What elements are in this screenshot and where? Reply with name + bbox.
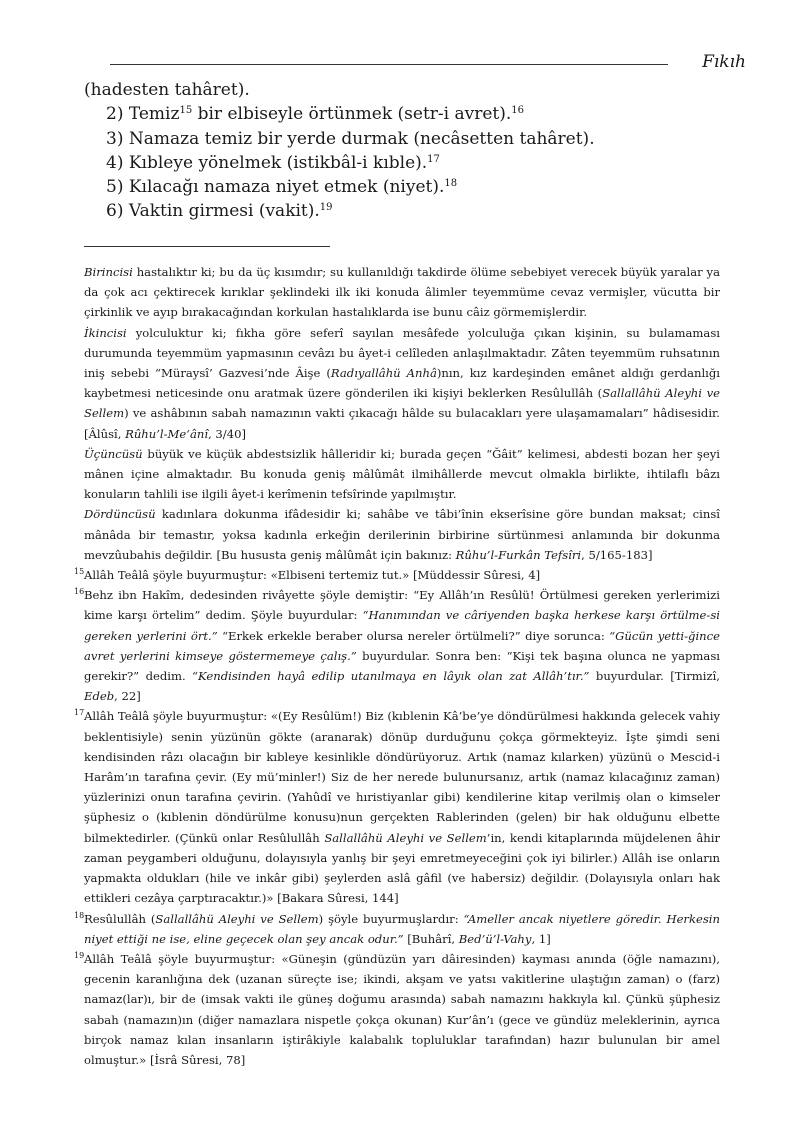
condition-item-5 <box>84 175 724 199</box>
condition-item-6 <box>84 199 724 223</box>
item-text: 2) Temiz <box>106 104 180 125</box>
footnote-text: buyurdular. Sonra ben: “Kişi tek başına olunca ne yapması gerekir?” dedim. <box>84 648 720 684</box>
footnote-number: 18 <box>74 910 85 920</box>
footnote-18 <box>74 909 720 949</box>
footnote-text: ’in, kendi kitaplarında müjdelenen âhir zaman peygamberi olduğunu, dolayısıyla yanlış bir şeyi emretmeyeceğini çok iyi bilirler.) Allâh ise onların yapmakta oldukları (hile ve inkâr gibi) şeylerden aslâ gâfil (ve habersiz) değildir. (Dolayısıyla onları hak ettikleri cezâya çarptıracaktır.)» [Bakara Sûresi, 144] <box>84 830 720 906</box>
footnote-number: 16 <box>74 587 85 597</box>
header-rule <box>110 64 668 65</box>
footnote-quote: “Hanımından ve câriyenden başka herkese karşı örtülme-si gereken yerlerini ört.” <box>84 608 720 643</box>
footnote-italic: Sallallâhü Aleyhi ve Sellem <box>155 911 319 926</box>
note-term: Üçüncüsü <box>84 446 143 461</box>
note-text: ) ve ashâbının sabah namazının vakti çıkacağı hâlde su bulacakları yere ulaşamamaları” hâdisesidir. [Âlûsî, <box>84 406 720 441</box>
condition-item-2 <box>84 102 724 126</box>
continued-note-first <box>84 262 720 323</box>
note-text: yolculuktur ki; fıkha göre seferî sayılan mesâfede yolculuğa çıkan kişinin, su bulamaması durumunda teyemmüm yapmasının cevâzı bu âyet-i celîleden anlaşılmaktadır. Zâten teyemmüm ruhsatının iniş sebebi “Müraysî’ Gazvesi’nde Âişe ( <box>84 325 720 381</box>
footnote-text: Resûlullâh ( <box>84 911 156 926</box>
footnote-ref-16: 16 <box>511 105 525 117</box>
footnote-italic: Sallallâhü Aleyhi ve Sellem <box>324 830 487 845</box>
item-text: 6) Vaktin girmesi (vakit). <box>106 201 320 222</box>
note-italic: Rûhu’l-Furkân Tefsîri <box>455 547 582 562</box>
note-text: hastalıktır ki; bu da üç kısımdır; su kullanıldığı takdirde ölüme sebebiyet verecek büyük yaralar ya da çok acı çektirecek kırıklar şeklindeki ilk iki konuda âlimler teyemmüme cevaz vermişler, vücutta bir çirkinlik ve ayıp bırakacağından korkulan hastalıklarda ise bunu câiz görmemişlerdir. <box>84 265 720 320</box>
footnote-ref-15: 15 <box>179 105 193 117</box>
footnote-ref-17: 17 <box>427 153 440 165</box>
continued-note-fourth <box>84 504 720 565</box>
footnote-quote: “Gücün yetti-ğince avret yerlerini kimseye göstermemeye çalış.” <box>84 628 720 663</box>
item-text: 4) Kıbleye yönelmek (istikbâl-i kıble). <box>106 152 428 173</box>
footnote-text: [Buhârî, <box>403 931 459 946</box>
note-text: kadınlara dokunma ifâdesidir ki; sahâbe ve tâbi’înin ekserîsine göre bundan maksat; cinsî mânâda bir temastır, yoksa kadınla erkeğin derilerinin birbirine sürtünmesi anlamında bir dokunma mevzûubahis değildir. [Bu hususta geniş mâlûmât için bakınız: <box>84 507 720 562</box>
footnote-ref-19: 19 <box>319 202 333 214</box>
footnote-text: , 22] <box>114 689 141 704</box>
footnote-19 <box>74 949 720 1070</box>
note-term: Birincisi <box>84 265 133 279</box>
footnote-text: Behz ibn Hakîm, dedesinden rivâyette şöyle demiştir: “Ey Allâh’ın Resûlü! Örtülmesi gereken yerlerimizi kime karşı örtelim” dedim. Şöyle buyurdular: <box>84 588 720 623</box>
main-text <box>84 78 724 224</box>
note-text: büyük ve küçük abdestsizlik hâlleridir ki; burada geçen “Ğâit” kelimesi, abdesti bozan her şeyi mânen içine almaktadır. Bu konuda geniş mâlûmât ilmihâllerde mevcut olmakla birlikte, ihtilaflı bâzı konuların tahlili ise ilgili âyet-i kerîmenin tefsîrinde yapılmıştır. <box>84 446 720 502</box>
footnote-text: Allâh Teâlâ şöyle buyurmuştur: «Güneşin (gündüzün yarı dâiresinden) kayması anında (öğle namazını), gecenin karanlığına dek (uzanan süreçte ise; ikindi, akşam ve yatsı vakitlerine ulaştığın zaman) o (farz) namaz(lar)ı, bir de (imsak vakti ile güneş doğumu arasında) sabah namazını hakkıyla kıl. Çünkü şüphesiz sabah (namazın)ın (diğer namazlara nispetle çokça okunan) Kur’ân’ı (gece ve gündüz meleklerinin, ayrıca birçok namaz kılan insanların iştirâkiyle kalabalık topluluklar tarafından) hazır bulunulan bir amel olmuştur.» [İsrâ Sûresi, 78] <box>84 951 720 1067</box>
footnotes <box>74 262 720 1070</box>
footnote-quote: “Ameller ancak niyetlere göredir. Herkesin niyet ettiği ne ise, eline geçecek olan şey ancak odur.” <box>84 911 720 946</box>
footnote-source: Bed’ü’l-Vahy <box>458 931 532 946</box>
condition-item-4 <box>84 151 724 175</box>
footnote-text: , 1] <box>531 931 551 946</box>
note-text: )nın, kız kardeşinden emânet aldığı gerdanlığı kaybetmesi neticesinde onu aratmak üzere gönderilen iki kişiyi beklerken Resûlullâh ( <box>84 366 720 401</box>
item-text: 5) Kılacağı namaza niyet etmek (niyet). <box>106 177 445 198</box>
footnote-ref-18: 18 <box>444 178 458 190</box>
item-text-cont: bir elbiseyle örtünmek (setr-i avret). <box>192 104 512 125</box>
footnote-15 <box>74 565 720 585</box>
footnote-separator <box>84 246 330 247</box>
intro-line: (hadesten tahâret). <box>84 80 250 100</box>
continued-note-third <box>84 444 720 505</box>
note-text: , 5/165-183] <box>581 547 653 562</box>
footnote-text: Allâh Teâlâ şöyle buyurmuştur: «(Ey Resûlüm!) Biz (kıblenin Kâ’be’ye döndürülmesi hakkında gelecek vahiy beklentisiyle) senin yüzünün gökte (aranarak) dönüp durduğunu çokça görmekteyiz. İşte şimdi seni kendisinden râzı olacağın bir kıbleye kesinlikle döndürüyoruz. Artık (namaz kılarken) yüzünü o Mescid-i Harâm’ın tarafına çevir. (Ey mü’minler!) Siz de her nerede bulunursanız, artık (namaz kılacağınız zaman) yüzlerinizi onun tarafına çevirin. (Yahûdî ve hıristiyanlar gibi) kendilerine kitap verilmiş olan o kimseler şüphesiz o (kıblenin döndürülme konusu)nun gerçekten Rablerinden (gelen) bir hak olduğunu elbette bilmektedirler. (Çünkü onlar Resûlullâh <box>84 709 720 845</box>
continued-note-second <box>84 323 720 444</box>
footnote-number: 15 <box>74 567 85 577</box>
footnote-text: ) şöyle buyurmuşlardır: <box>318 911 464 926</box>
note-italic: Radıyallâhü Anhâ <box>330 366 437 381</box>
footnote-quote: “Kendisinden hayâ edilip utanılmaya en lâyık olan zat Allâh’tır.” <box>192 669 590 684</box>
footnote-text: “Erkek erkekle beraber olursa nereler örtülmeli?” diye sorunca: <box>217 628 610 643</box>
note-term: İkincisi <box>84 325 127 340</box>
footnote-number: 19 <box>74 950 85 960</box>
footnote-text: buyurdular. [Tirmizî, <box>589 669 720 684</box>
note-term: Dördüncüsü <box>84 507 156 522</box>
footnote-source: Edeb <box>84 689 115 704</box>
note-italic: Rûhu’l-Me‘ânî <box>125 426 209 441</box>
running-header-title: Fıkıh <box>702 52 746 72</box>
note-text: , 3/40] <box>208 426 246 441</box>
note-italic: Sallallâhü Aleyhi ve Sellem <box>84 386 720 421</box>
footnote-16 <box>74 585 720 706</box>
footnote-number: 17 <box>74 708 85 718</box>
footnote-text: Allâh Teâlâ şöyle buyurmuştur: «Elbiseni tertemiz tut.» [Müddessir Sûresi, 4] <box>84 568 541 583</box>
condition-item-3 <box>84 127 724 151</box>
item-text: 3) Namaza temiz bir yerde durmak (necâsetten tahâret). <box>106 128 595 149</box>
footnote-17 <box>74 706 720 908</box>
